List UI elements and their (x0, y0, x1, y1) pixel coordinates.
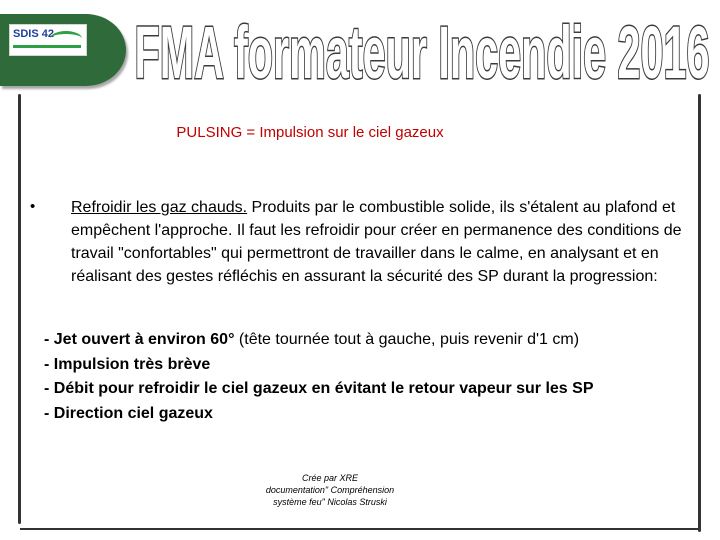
action-list (44, 328, 694, 426)
slide-title (0, 124, 620, 141)
frame-right-line (698, 94, 701, 532)
header-title (130, 8, 715, 88)
credit-line: système feu" Nicolas Struski (273, 497, 387, 507)
frame-left-line (18, 94, 21, 524)
action-item (44, 402, 694, 427)
action-bold: - Jet ouvert à environ 60° (44, 331, 235, 348)
bullet-text (71, 196, 683, 288)
action-item (44, 377, 694, 402)
bullet-lead: Refroidir les gaz chauds. (71, 199, 248, 216)
action-item (44, 353, 694, 378)
action-bold: - Impulsion très brève (44, 355, 211, 373)
action-bold: - Direction ciel gazeux (44, 404, 213, 422)
bullet-rest: Produits par le combustible solide, ils s'étalent au plafond et empêchent l'approche. Il faut les refroidir pour créer en permanence des conditions de travail "confortables" qui permettront de travailler dans le calme, en analysant et en réalisant des gestes réfléchis en assurant la sécurité des SP durant la progression: (71, 199, 682, 285)
logo-text: SDIS 42 (13, 28, 54, 40)
logo-swoosh-icon (50, 31, 82, 46)
credit-note (232, 472, 428, 508)
frame-bottom-line (20, 528, 700, 530)
slide-title-text: PULSING = Impulsion sur le ciel gazeux (176, 124, 444, 141)
action-item (44, 328, 694, 353)
action-rest: (tête tournée tout à gauche, puis revenir d'1 cm) (234, 331, 580, 348)
credit-line: documentation" Compréhension (265, 485, 395, 495)
action-bold: - Débit pour refroidir le ciel gazeux en évitant le retour vapeur sur les SP (44, 380, 594, 397)
sdis-logo (9, 24, 87, 56)
header-title-text: FMA formateur Incendie 2016 (134, 11, 710, 88)
bullet-icon: • (30, 198, 36, 215)
credit-line: Crée par XRE (301, 473, 359, 483)
logo-underline (13, 45, 81, 48)
